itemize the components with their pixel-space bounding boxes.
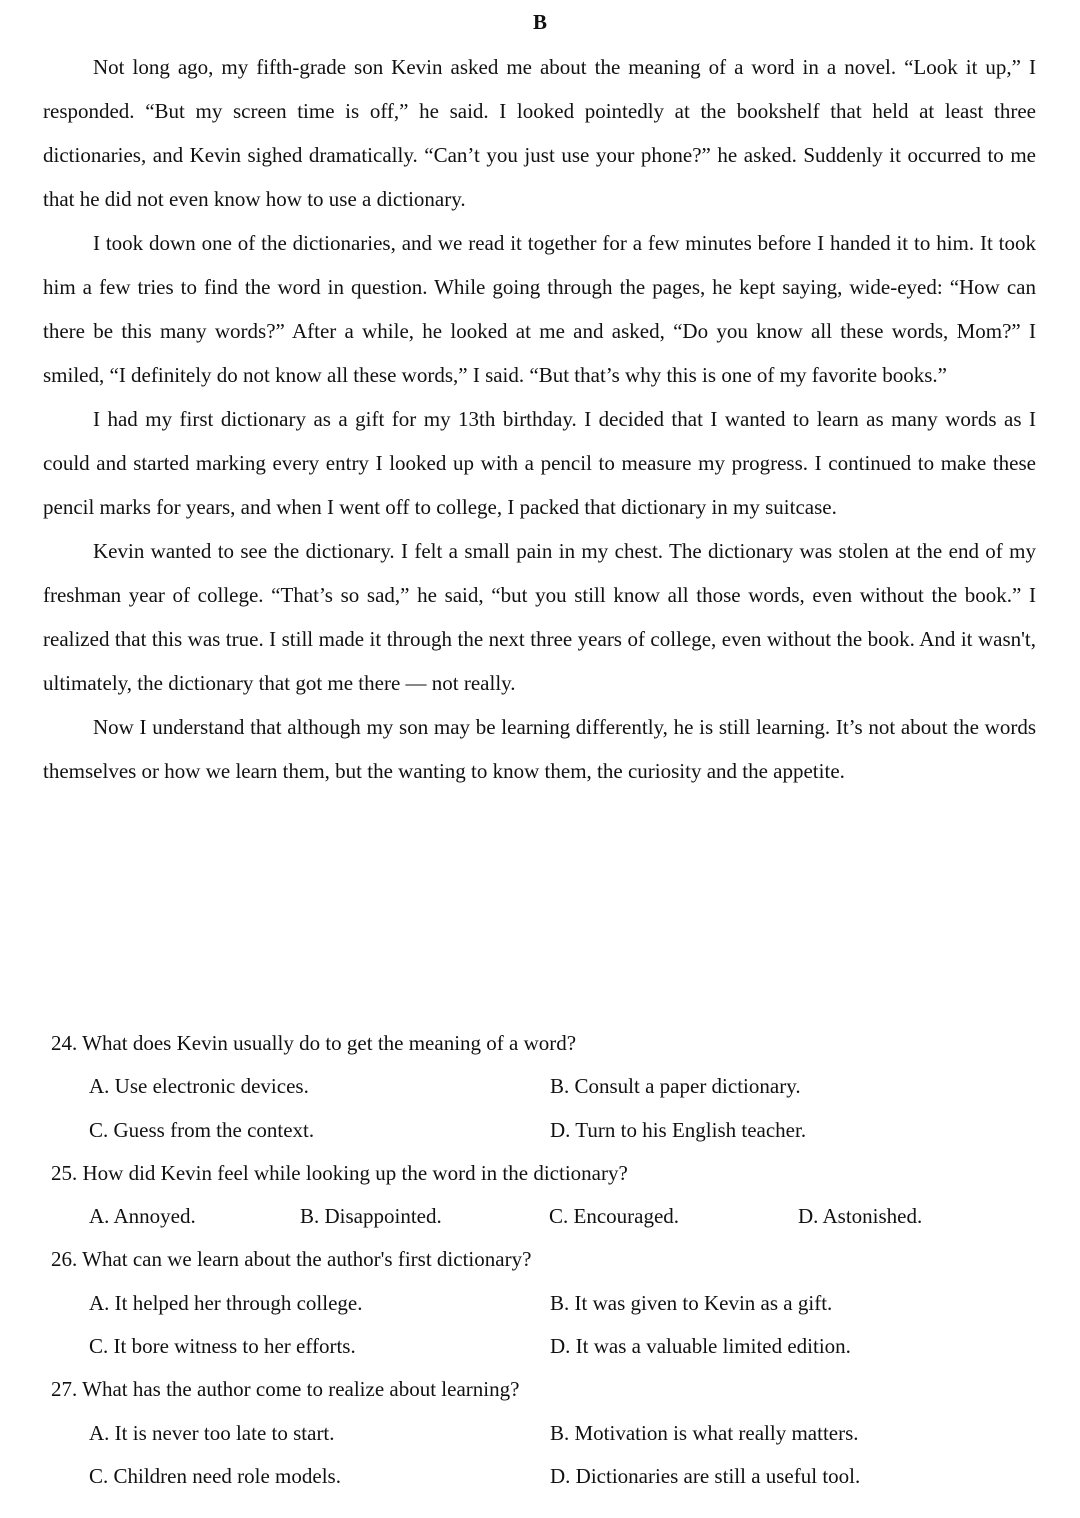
questions-section — [51, 1022, 1036, 1498]
option-c: C. Encouraged. — [549, 1204, 680, 1229]
option-d: D. Astonished. — [798, 1204, 923, 1229]
option-d: D. Dictionaries are still a useful tool. — [550, 1463, 861, 1488]
reading-passage — [43, 45, 1036, 793]
passage-paragraph-1: Not long ago, my fifth-grade son Kevin asked me about the meaning of a word in a novel. “Look it up,” I responded. “But my screen time is off,” he said. I looked pointedly at the bookshelf that held at least three dictionaries, and Kevin sighed dramatically. “Can’t you just use your phone?” he asked. Suddenly it occurred to me that he did not even know how to use a dictionary. — [43, 55, 1036, 211]
question-stem: 27. What has the author come to realize about learning? — [51, 1377, 520, 1402]
option-b: B. Consult a paper dictionary. — [550, 1074, 801, 1099]
answer-options — [51, 1195, 1036, 1238]
passage-paragraph-3: I had my first dictionary as a gift for my 13th birthday. I decided that I wanted to learn as many words as I could and started marking every entry I looked up with a pencil to measure my progress. I continued to make these pencil marks for years, and when I went off to college, I packed that dictionary in my suitcase. — [43, 407, 1036, 519]
option-d: D. It was a valuable limited edition. — [550, 1334, 851, 1359]
option-b: B. Disappointed. — [300, 1204, 442, 1229]
option-c: C. Children need role models. — [89, 1463, 341, 1488]
passage-paragraph-2: I took down one of the dictionaries, and we read it together for a few minutes before I handed it to him. It took him a few tries to find the word in question. While going through the pages, he kept saying, wide-eyed: “How can there be this many words?” After a while, he looked at me and asked, “Do you know all these words, Mom?” I smiled, “I definitely do not know all these words,” I said. “But that’s why this is one of my favorite books.” — [43, 231, 1036, 387]
option-c: C. Guess from the context. — [89, 1117, 315, 1142]
answer-options — [51, 1282, 1036, 1369]
option-c: C. It bore witness to her efforts. — [89, 1334, 356, 1359]
option-b: B. Motivation is what really matters. — [550, 1420, 859, 1445]
question-stem: 25. How did Kevin feel while looking up the word in the dictionary? — [51, 1160, 628, 1185]
question-stem: 24. What does Kevin usually do to get the meaning of a word? — [51, 1031, 577, 1055]
option-a: A. Annoyed. — [89, 1204, 196, 1229]
option-a: A. Use electronic devices. — [89, 1074, 309, 1099]
question-25 — [51, 1152, 1036, 1239]
passage-paragraph-5: Now I understand that although my son may be learning differently, he is still learning. It’s not about the words themselves or how we learn them, but the wanting to know them, the curiosity and the appetite. — [43, 715, 1036, 783]
option-b: B. It was given to Kevin as a gift. — [550, 1290, 833, 1315]
question-24 — [51, 1022, 1036, 1152]
option-a: A. It helped her through college. — [89, 1290, 363, 1315]
passage-paragraph-4: Kevin wanted to see the dictionary. I felt a small pain in my chest. The dictionary was stolen at the end of my freshman year of college. “That’s so sad,” he said, “but you still know all those words, even without the book.” I realized that this was true. I still made it through the next three years of college, even without the book. And it wasn't, ultimately, the dictionary that got me there — not really. — [43, 539, 1036, 695]
question-stem: 26. What can we learn about the author's first dictionary? — [51, 1247, 532, 1272]
answer-options — [51, 1412, 1036, 1499]
question-26 — [51, 1238, 1036, 1368]
answer-options — [51, 1065, 1036, 1152]
section-heading: B — [532, 10, 547, 34]
option-a: A. It is never too late to start. — [89, 1420, 335, 1445]
option-d: D. Turn to his English teacher. — [550, 1117, 807, 1142]
question-27 — [51, 1368, 1036, 1498]
